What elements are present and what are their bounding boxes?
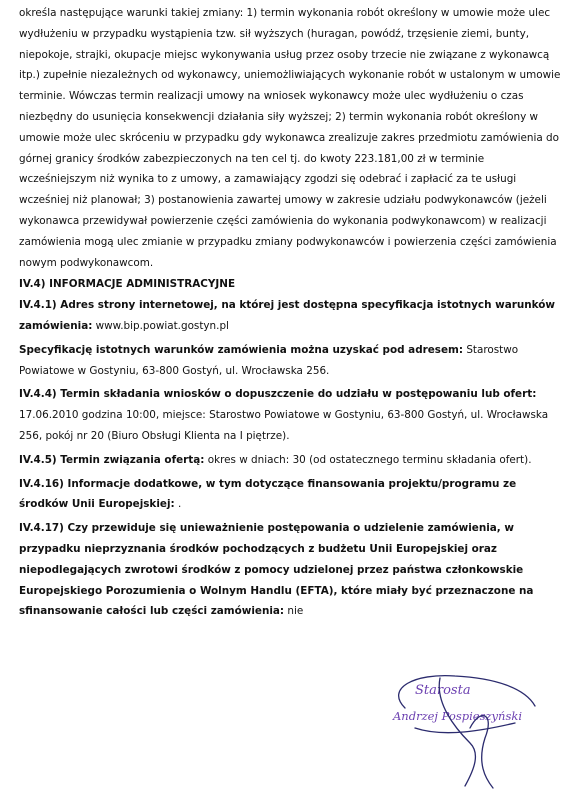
section-iv-4-4 [19,384,564,446]
section-iv-4-4-label: IV.4.4) Termin składania wniosków o dopuszczenie do udziału w postępowaniu lub ofert: [19,388,537,401]
specification-address-label: Specyfikację istotnych warunków zamówienia można uzyskać pod adresem: [19,343,464,356]
section-iv-4-1 [19,295,564,337]
section-iv-4-1-value: www.bip.powiat.gostyn.pl [92,319,229,332]
section-iv-4-17-value: nie [284,605,304,618]
section-iv-4-4-value: 17.06.2010 godzina 10:00, miejsce: Starostwo Powiatowe w Gostyniu, 63-800 Gostyń, ul. Wrocławska 256, pokój nr 20 (Biuro Obsługi Klienta na I piętrze). [19,409,549,442]
section-heading: IV.4) INFORMACJE ADMINISTRACYJNE [19,278,236,291]
signature-stamp [385,668,560,793]
section-iv-4-5 [19,450,564,471]
specification-address [19,340,564,382]
section-iv-4-1-label: IV.4.1) Adres strony internetowej, na której jest dostępna specyfikacja istotnych warunków zamówienia: [19,299,556,332]
section-iv-4-16-label: IV.4.16) Informacje dodatkowe, w tym dotyczące finansowania projektu/programu ze środków Unii Europejskiej: [19,477,517,511]
section-iv-4-17-label: IV.4.17) Czy przewiduje się unieważnienie postępowania o udzielenie zamówienia, w przypadku nieprzyznania środków pochodzących z budżetu Unii Europejskiej oraz niepodlegających zwrotowi środków z pomocy udzielonej przez państwa członkowskie Europejskiego Porozumienia o Wolnym Handlu (EFTA), które miały być przeznaczone na sfinansowanie całości lub części zamówienia: [19,522,534,618]
section-iv-4-5-value: okres w dniach: 30 (od ostatecznego terminu składania ofert). [204,453,532,466]
intro-paragraph: określa następujące warunki takiej zmiany: 1) termin wykonania robót określony w umowie może ulec wydłużeniu w przypadku wystąpienia tzw. sił wyższych (huragan, powódź, trzęsienie ziemi, bunty, niepokoje, strajki, okupacje miejsc wykonywania usług przez osoby trzecie nie związane z wykonawcą itp.) zupełnie niezależnych od wykonawcy, uniemożliwiających wykonanie robót w ustalonym w umowie terminie. Wówczas termin realizacji umowy na wniosek wykonawcy może ulec wydłużeniu o czas niezbędny do usunięcia konsekwencji działania siły wyższej; 2) termin wykonania robót określony w umowie może ulec skróceniu w przypadku gdy wykonawca zrealizuje zakres przedmiotu zamówienia do górnej granicy środków zabezpieczonych na ten cel tj. do kwoty 223.181,00 zł w terminie wcześniejszym niż wynika to z umowy, a zamawiający zgodzi się odebrać i zapłacić za te usługi wcześniej niż planował; 3) postanowienia zawartej umowy w zakresie udziału podwykonawców (jeżeli wykonawca przewidywał powierzenie części zamówienia do wykonania podwykonawcom) w realizacji zamówienia mogą ulec zmianie w przypadku zmiany podwykonawców i powierzenia części zamówienia nowym podwykonawcom. [19,7,561,269]
stamp-title: Starosta [415,683,471,698]
stamp-name: Andrzej Pospieszyński [393,709,523,723]
document-body [19,3,564,622]
section-iv-4-5-label: IV.4.5) Termin związania ofertą: [19,453,205,466]
section-iv-4-16-value: . [174,498,182,511]
section-iv-4-17 [19,518,564,622]
section-iv-4-16 [19,474,564,516]
specification-address-value: Starostwo Powiatowe w Gostyniu, 63-800 Gostyń, ul. Wrocławska 256. [19,343,519,377]
